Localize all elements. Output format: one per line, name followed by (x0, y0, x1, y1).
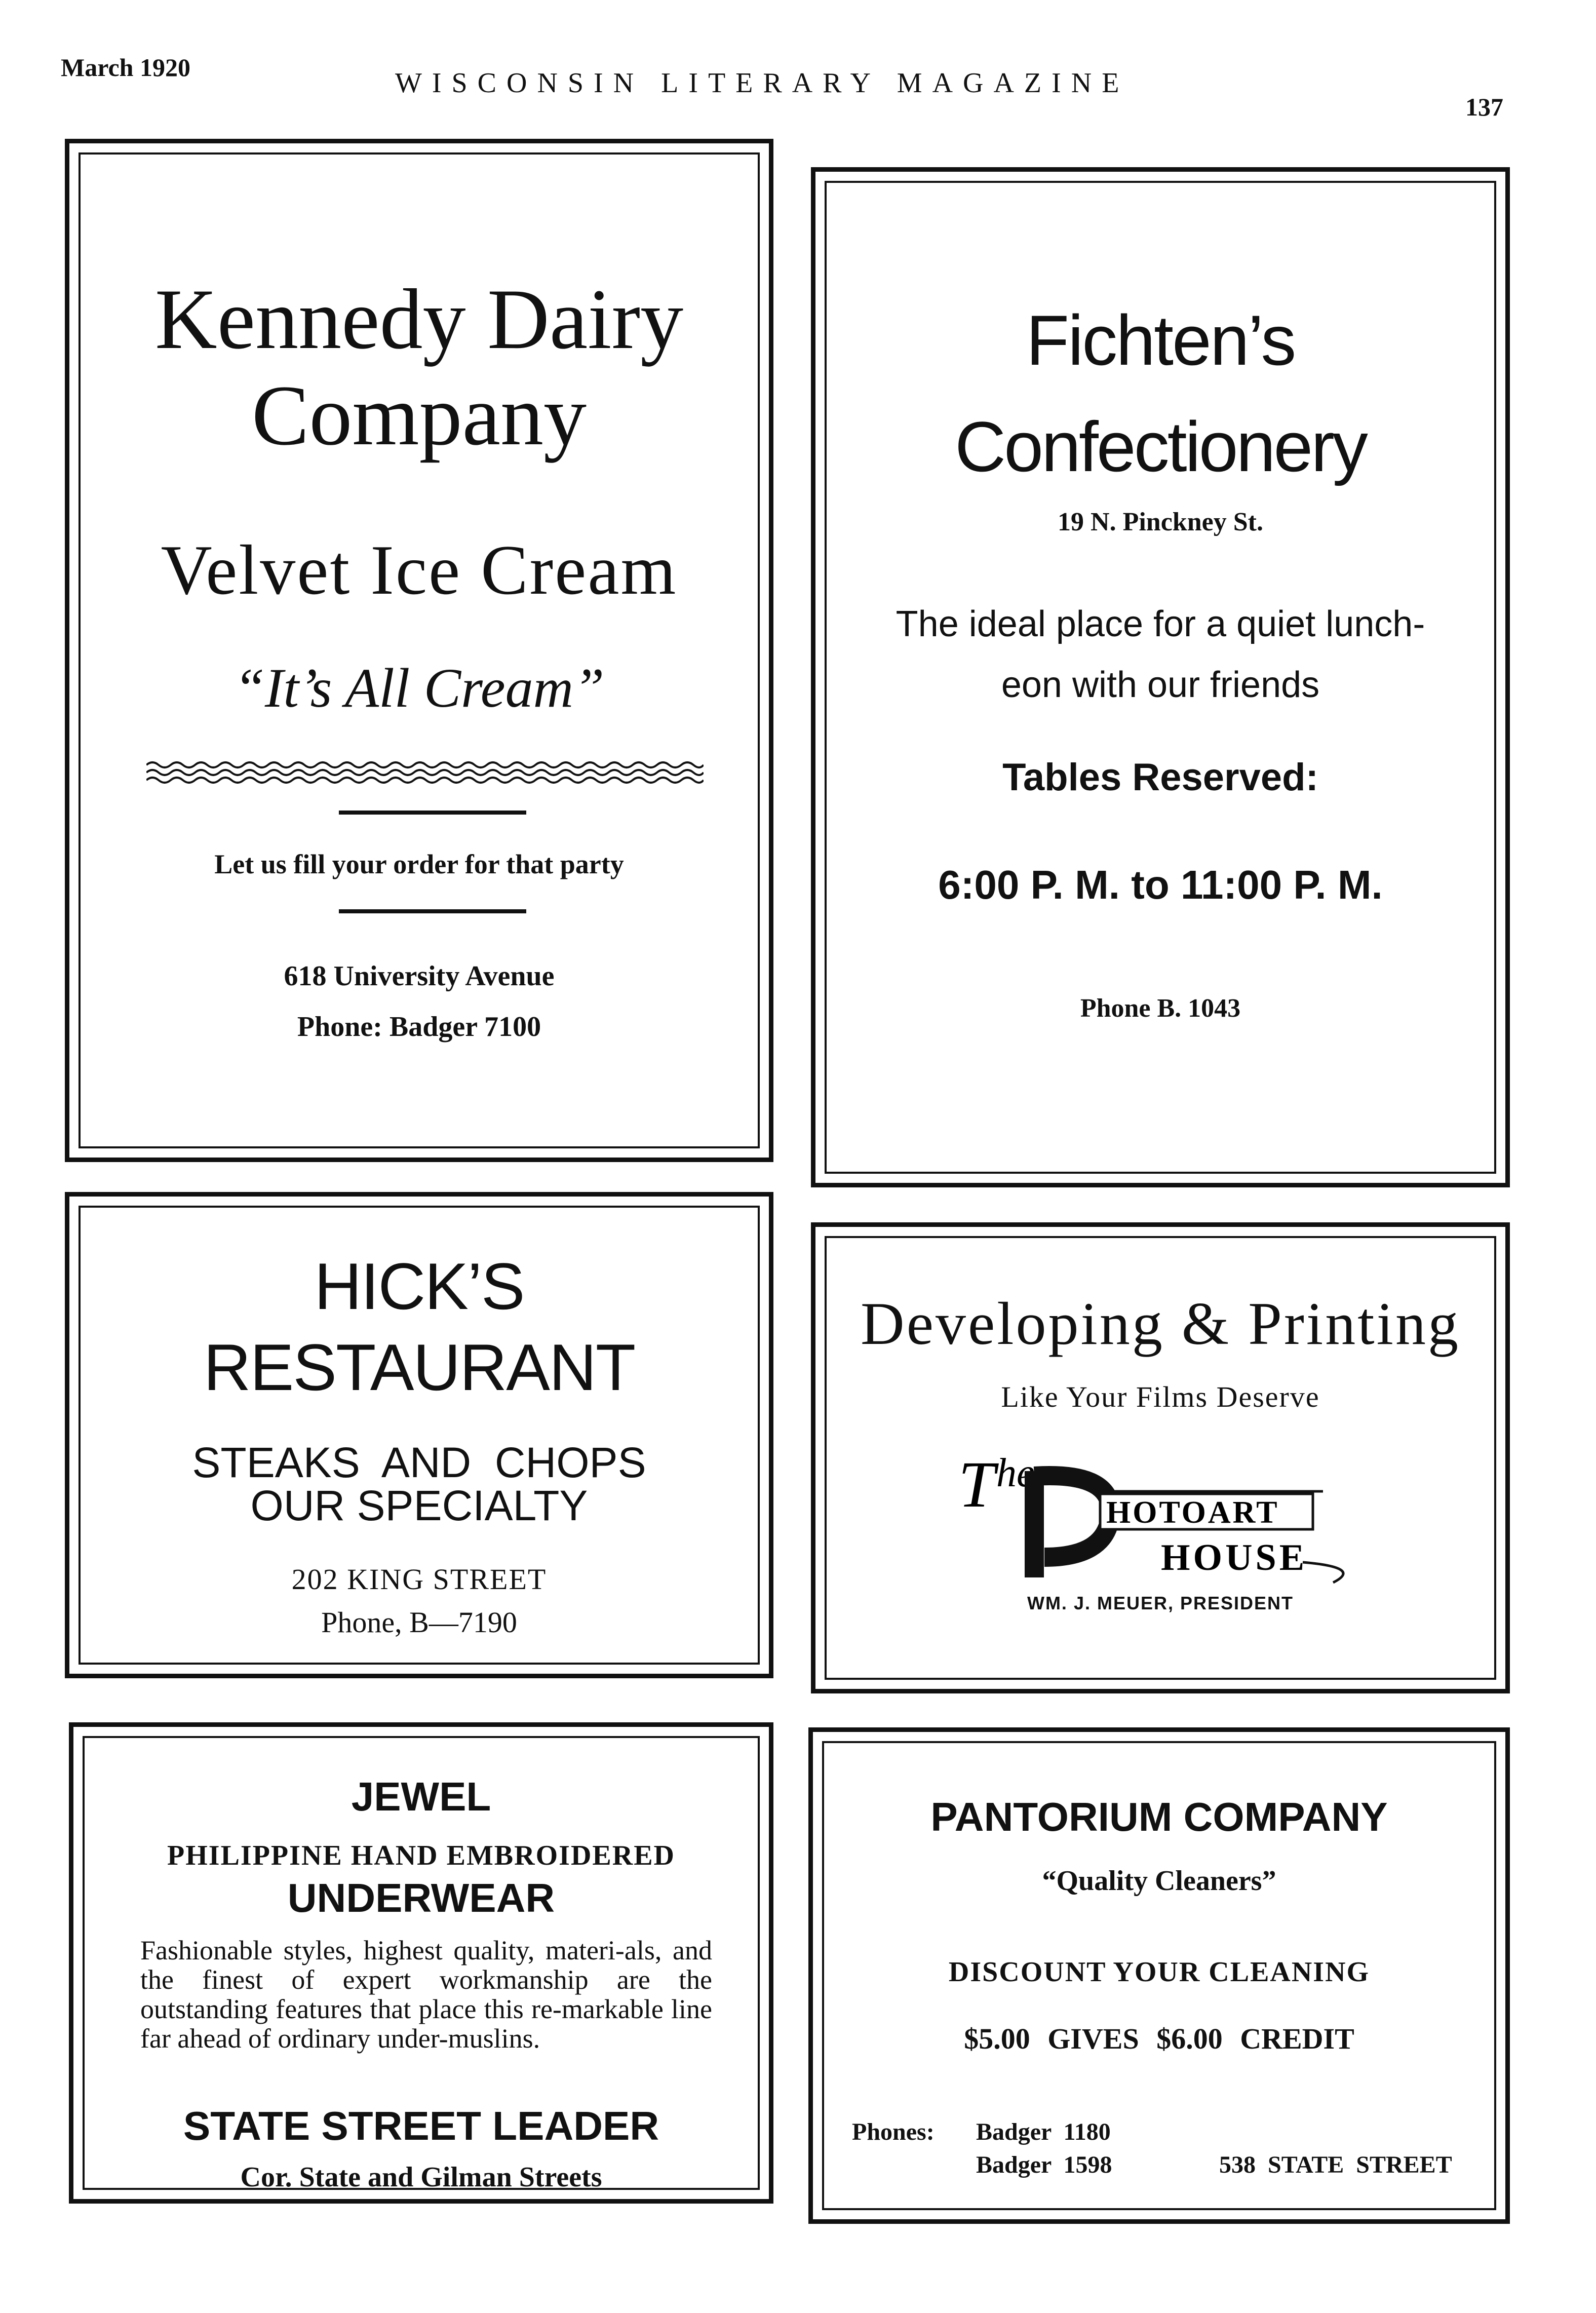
wavy-rule-divider (146, 757, 704, 788)
hicks-specialty-line2: OUR SPECIALTY (250, 1482, 588, 1529)
fichten-phone: Phone B. 1043 (1080, 994, 1241, 1023)
hicks-specialty-line1: STEAKS AND CHOPS (192, 1439, 646, 1486)
pantorium-deal-amount: $5.00 (964, 2022, 1030, 2055)
double-rule (339, 811, 526, 815)
fichten-tables: Tables Reserved: (1002, 756, 1318, 799)
fichten-name-line2: Confectionery (955, 407, 1366, 486)
ad-jewel-underwear (69, 1722, 773, 2204)
pantorium-deal-gives: GIVES (1047, 2022, 1139, 2055)
kennedy-product: Velvet Ice Cream (161, 531, 678, 609)
fichten-hours: 6:00 P. M. to 11:00 P. M. (938, 862, 1383, 907)
ad-pantorium-company (808, 1727, 1510, 2224)
ad-kennedy-dairy (65, 139, 773, 1162)
page-number: 137 (1465, 93, 1503, 121)
jewel-product: UNDERWEAR (287, 1875, 555, 1920)
svg-text:he: he (996, 1451, 1035, 1495)
kennedy-name-line2: Company (251, 368, 587, 463)
kennedy-slogan: “It’s All Cream” (233, 657, 605, 719)
pantorium-deal-credit-amount: $6.00 (1156, 2022, 1223, 2055)
hicks-address: 202 KING STREET (291, 1563, 547, 1596)
jewel-title: JEWEL (351, 1774, 491, 1819)
svg-text:HOUSE: HOUSE (1161, 1537, 1308, 1578)
pantorium-deal (824, 2022, 1494, 2056)
pantorium-offer: DISCOUNT YOUR CLEANING (948, 1956, 1370, 1988)
hicks-phone: Phone, B—7190 (321, 1606, 517, 1639)
pantorium-phone1: Badger 1180 (976, 2118, 1111, 2145)
pantorium-slogan: “Quality Cleaners” (1042, 1865, 1276, 1897)
kennedy-address: 618 University Avenue (284, 960, 555, 992)
photo-subline: Like Your Films Deserve (1001, 1380, 1320, 1413)
jewel-store: STATE STREET LEADER (183, 2103, 659, 2148)
ad-hicks-restaurant (65, 1192, 773, 1678)
fichten-desc-line2: eon with our friends (1001, 665, 1320, 705)
photo-president: WM. J. MEUER, PRESIDENT (1027, 1593, 1294, 1613)
fichten-address: 19 N. Pinckney St. (1058, 508, 1263, 536)
pantorium-phone2: Badger 1598 (976, 2151, 1112, 2178)
jewel-body: Fashionable styles, highest quality, materi-als, and the finest of expert workmanship are the outstanding features that place this re-markable line far ahead of ordinary under-muslins. (140, 1935, 712, 2054)
pantorium-address: 538 STATE STREET (1219, 2151, 1452, 2178)
fichten-name-line1: Fichten’s (1026, 300, 1295, 380)
kennedy-name-line1: Kennedy Dairy (154, 272, 684, 367)
pantorium-name: PANTORIUM COMPANY (930, 1794, 1388, 1839)
fichten-desc-line1: The ideal place for a quiet lunch- (896, 604, 1425, 644)
jewel-subtitle: PHILIPPINE HAND EMBROIDERED (167, 1840, 675, 1871)
svg-text:HOTOART: HOTOART (1106, 1495, 1279, 1530)
jewel-location: Cor. State and Gilman Streets (240, 2162, 602, 2193)
issue-date: March 1920 (61, 53, 190, 82)
kennedy-tagline: Let us fill your order for that party (214, 849, 624, 879)
kennedy-phone: Phone: Badger 7100 (297, 1011, 541, 1043)
hicks-name-line2: RESTAURANT (203, 1330, 635, 1404)
magazine-title: WISCONSIN LITERARY MAGAZINE (395, 67, 1130, 99)
photoart-logo-icon (948, 1441, 1384, 1593)
hicks-name-line1: HICK’S (314, 1249, 524, 1323)
photo-headline: Developing & Printing (861, 1290, 1460, 1357)
double-rule (339, 909, 526, 913)
ad-photoart-house (811, 1222, 1510, 1693)
ad-fichtens-confectionery (811, 167, 1510, 1187)
pantorium-deal-credit: CREDIT (1240, 2022, 1354, 2055)
svg-text:T: T (958, 1448, 995, 1521)
pantorium-phones-label: Phones: (852, 2118, 935, 2145)
